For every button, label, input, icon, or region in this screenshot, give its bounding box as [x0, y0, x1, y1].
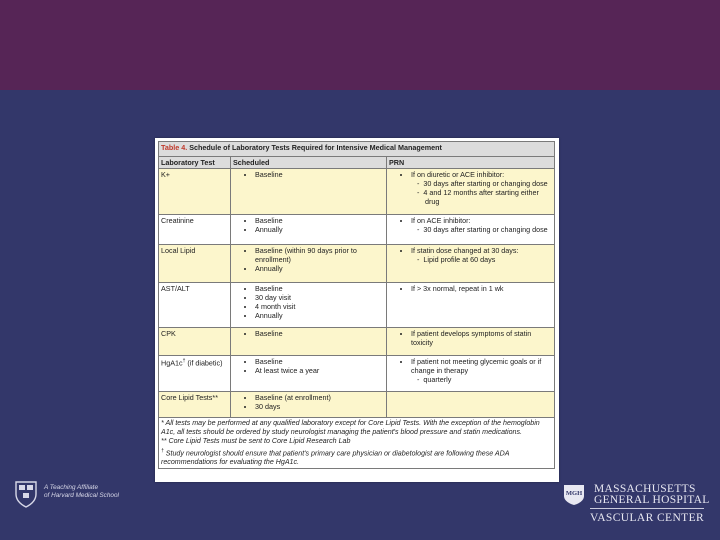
table-row — [159, 283, 555, 328]
test-name: CPK — [159, 328, 231, 356]
table-row — [159, 328, 555, 356]
logo-divider — [590, 508, 704, 509]
scheduled-cell — [231, 283, 387, 328]
scheduled-cell — [231, 215, 387, 245]
table-row — [159, 392, 555, 418]
list-item: • If patient develops symptoms of statin toxicity — [411, 329, 552, 347]
scheduled-cell — [231, 392, 387, 418]
list-item: • Baseline (at enrollment) — [255, 393, 384, 402]
prn-cell — [387, 169, 555, 215]
table-caption — [159, 142, 555, 157]
table-row — [159, 215, 555, 245]
list-item: • 30 days — [255, 402, 384, 411]
table-notes — [159, 418, 555, 469]
list-item: • Annually — [255, 264, 384, 273]
list-item: • Annually — [255, 225, 384, 234]
table-number: Table 4. — [161, 143, 188, 152]
title-band — [0, 0, 720, 90]
prn-cell — [387, 328, 555, 356]
scheduled-cell — [231, 328, 387, 356]
test-name: AST/ALT — [159, 283, 231, 328]
test-note: (if diabetic) — [187, 358, 223, 368]
prn-cell — [387, 283, 555, 328]
table-row — [159, 169, 555, 215]
table-notes-row — [159, 418, 555, 469]
scheduled-cell — [231, 245, 387, 283]
mgh-badge-icon — [562, 484, 586, 506]
note-1: * All tests may be performed at any qualified laboratory except for Core Lipid Tests. With the exception of the hemoglobin A1c, all tests should be ordered by study neurologist managing the patient's blood pressure and statin medications. — [161, 419, 540, 437]
prn-cell — [387, 215, 555, 245]
mgh-vascular-center-logo — [560, 484, 710, 540]
header-scheduled: Scheduled — [231, 157, 387, 169]
list-item: • If on ACE inhibitor: - 30 days after starting or changing dose — [411, 216, 552, 234]
prn-cell — [387, 245, 555, 283]
prn-cell — [387, 392, 555, 418]
list-item: • Baseline — [255, 357, 384, 366]
list-item: • Baseline (within 90 days prior to enrollment) — [255, 246, 384, 264]
list-item: • 4 month visit — [255, 302, 384, 311]
note-3: † Study neurologist should ensure that patient's primary care physician or diabetologist are following these ADA recommendations for evaluating the HgA1c. — [161, 447, 510, 467]
list-item: - 30 days after starting or changing dose — [425, 225, 552, 234]
header-lab-test: Laboratory Test — [159, 157, 231, 169]
list-item: - quarterly — [425, 375, 552, 384]
test-name: Creatinine — [159, 215, 231, 245]
list-item: • Baseline — [255, 216, 384, 225]
test-name: K+ — [159, 169, 231, 215]
table-image — [155, 138, 559, 482]
list-item: • Baseline — [255, 170, 384, 179]
list-item: • At least twice a year — [255, 366, 384, 375]
hms-affiliate-logo — [14, 478, 164, 518]
svg-text:MGH: MGH — [565, 490, 583, 497]
list-item: • If statin dose changed at 30 days: - Lipid profile at 60 days — [411, 246, 552, 264]
test-name: Core Lipid Tests** — [159, 392, 231, 418]
list-item: - Lipid profile at 60 days — [425, 255, 552, 264]
list-item: - 30 days after starting or changing dose — [425, 179, 552, 188]
table-row — [159, 356, 555, 392]
lab-schedule-table — [158, 141, 555, 469]
hms-text: A Teaching Affiliate of Harvard Medical School — [44, 484, 119, 499]
list-item: - 4 and 12 months after starting either drug — [425, 188, 552, 206]
list-item: • If patient not meeting glycemic goals or if change in therapy - quarterly — [411, 357, 552, 384]
header-prn: PRN — [387, 157, 555, 169]
prn-cell — [387, 356, 555, 392]
table-header-row — [159, 157, 555, 169]
list-item: • If > 3x normal, repeat in 1 wk — [411, 284, 552, 293]
test-name: Local Lipid — [159, 245, 231, 283]
list-item: • 30 day visit — [255, 293, 384, 302]
table-caption-text: Schedule of Laboratory Tests Required for Intensive Medical Management — [189, 143, 442, 152]
list-item: • Baseline — [255, 329, 384, 338]
list-item: • If on diuretic or ACE inhibitor: - 30 days after starting or changing dose - 4 and 12 months after starting either drug — [411, 170, 552, 206]
vascular-center-label: VASCULAR CENTER — [590, 512, 705, 524]
harvard-shield-icon — [14, 480, 38, 508]
scheduled-cell — [231, 169, 387, 215]
test-name: HgA1c† (if diabetic) — [159, 356, 231, 392]
note-2: ** Core Lipid Tests must be sent to Core Lipid Research Lab — [161, 437, 351, 446]
table-row — [159, 245, 555, 283]
list-item: • Baseline — [255, 284, 384, 293]
list-item: • Annually — [255, 311, 384, 320]
mgh-name: MASSACHUSETTS GENERAL HOSPITAL — [594, 483, 710, 506]
scheduled-cell — [231, 356, 387, 392]
